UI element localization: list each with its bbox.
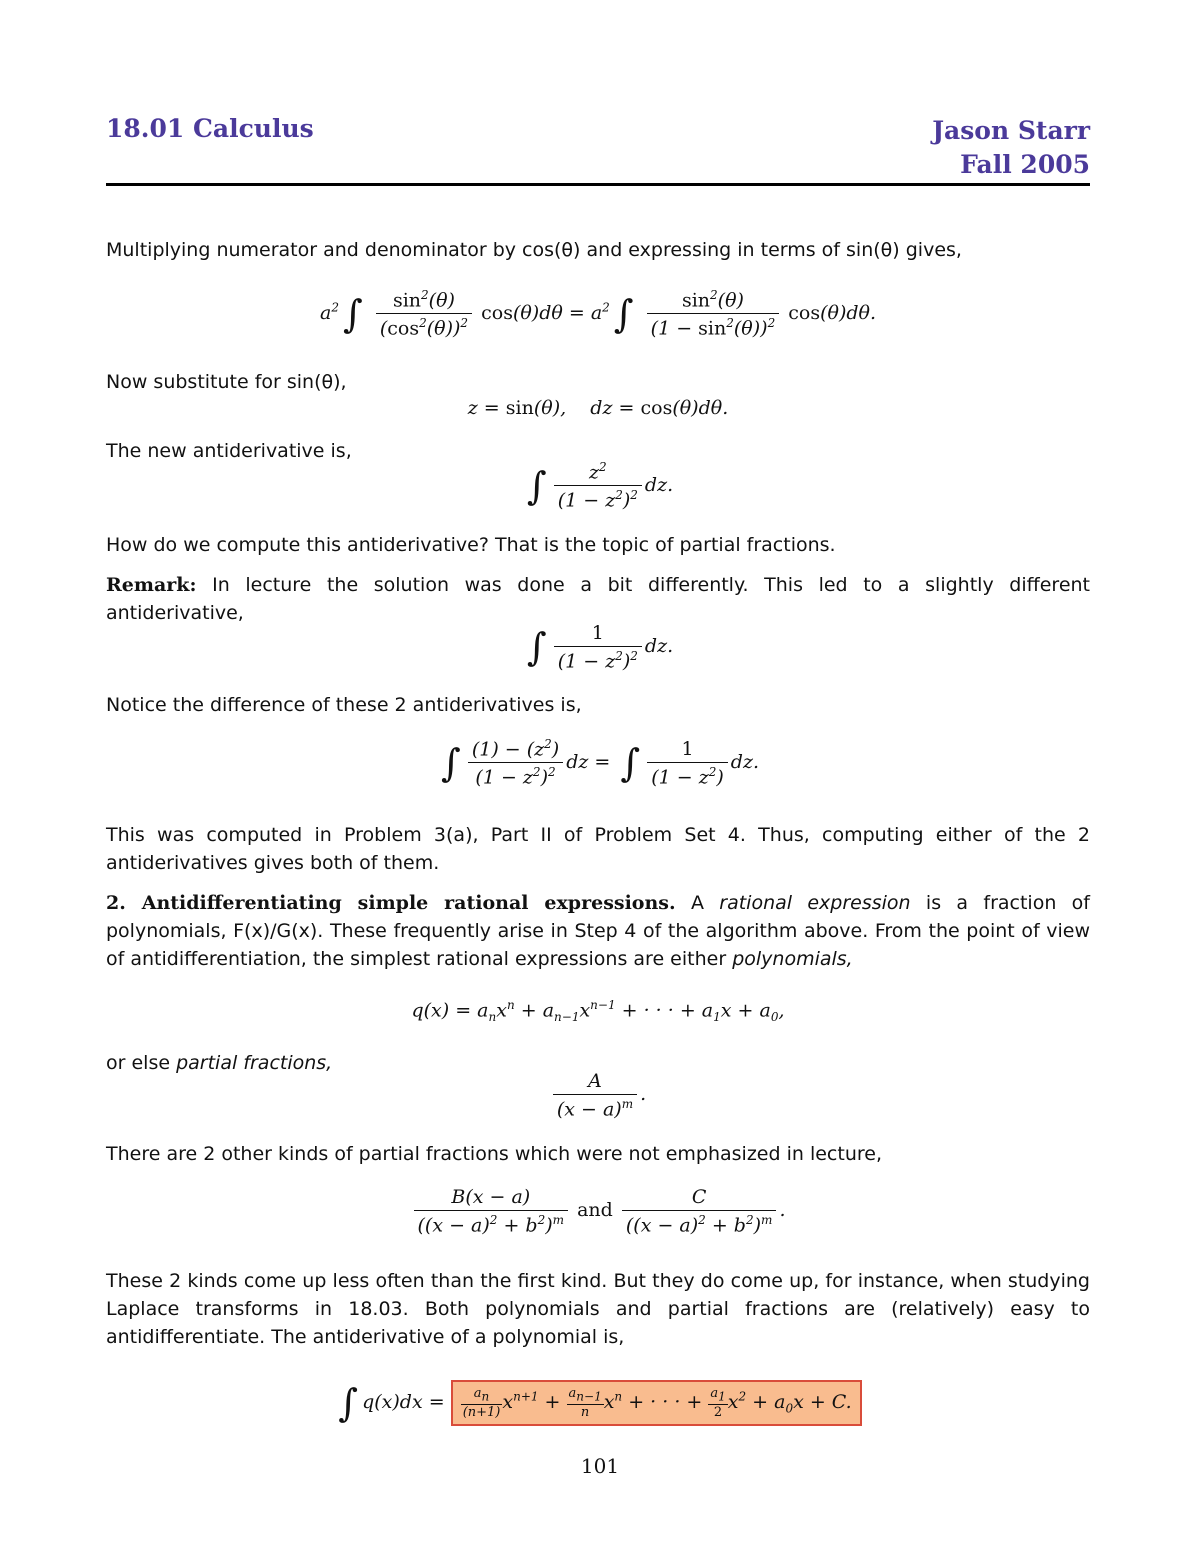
term: Fall 2005 bbox=[960, 150, 1090, 179]
paragraph-10: There are 2 other kinds of partial fractions which were not emphasized in lecture, bbox=[106, 1143, 882, 1165]
remark-paragraph bbox=[106, 571, 1090, 627]
page-number: 101 bbox=[580, 1454, 620, 1478]
p9-emphasis: partial fractions, bbox=[176, 1052, 333, 1074]
paragraph-3: The new antiderivative is, bbox=[106, 440, 352, 462]
equation-4: ∫ $\frac{1}{(1 - z^2)^2}$ dz. bbox=[526, 622, 674, 673]
author-block bbox=[932, 114, 1090, 182]
header-rule bbox=[106, 183, 1090, 186]
section-heading: 2. Antidifferentiating simple rational expressions. bbox=[106, 892, 676, 914]
equation-7: $\frac{A}{(x - a)^m}$ . bbox=[106, 1070, 1090, 1120]
remark-text: In lecture the solution was done a bit differently. This led to a slightly different antiderivative, bbox=[106, 574, 1091, 624]
equation-6: $q(x) = a_nx^n + a_{n-1}x^{n-1}$ + · · · + $a_1x + a_0$, bbox=[411, 998, 785, 1025]
paragraph-7: This was computed in Problem 3(a), Part II of Problem Set 4. Thus, computing either of the 2 antiderivatives gives both of them. bbox=[106, 824, 1090, 874]
equation-5: ∫ $\frac{(1) - (z^2)}{(1 - z^2)^2}$ dz = ∫ $\frac{1}{(1 - z^2)}$ dz. bbox=[441, 737, 759, 789]
equation-3: ∫ $\frac{z^2}{(1 - z^2)^2}$ dz. bbox=[526, 460, 674, 512]
equation-8: $\frac{B(x - a)}{((x - a)^2 + b^2)^m}$ and $\frac{C}{((x - a)^2 + b^2)^m}$ . bbox=[106, 1186, 1090, 1236]
highlighted-antiderivative: $\frac{a_n}{(n+1)}$ $x^{n+1}$ + $\frac{a_{n-1}}{n}$ $x^n$ + · · · + $\frac{a_1}{2}$ $x^2 + a_0x + C$. bbox=[451, 1380, 862, 1426]
paragraph-11: These 2 kinds come up less often than the first kind. But they do come up, for instance, when studying Laplace transforms in 18.03. Both polynomials and partial fractions are (relatively) easy to antidifferentiate. The antiderivative of a polynomial is, bbox=[106, 1270, 1090, 1348]
equation-9: ∫ q(x)dx = $\frac{a_n}{(n+1)}$ $x^{n+1}$ + $\frac{a_{n-1}}{n}$ $x^n$ + · · · + $\frac{a_1}{2}$ $x^2 + a_0x + C$. bbox=[106, 1380, 1090, 1426]
course-title: 18.01 Calculus bbox=[106, 114, 314, 143]
section-emphasis-2: polynomials, bbox=[732, 948, 853, 970]
section-paragraph bbox=[106, 889, 1090, 973]
paragraph-1: Multiplying numerator and denominator by cos(θ) and expressing in terms of sin(θ) gives, bbox=[106, 239, 962, 261]
paragraph-6: Notice the difference of these 2 antiderivatives is, bbox=[106, 694, 582, 716]
paragraph-4: How do we compute this antiderivative? That is the topic of partial fractions. bbox=[106, 534, 836, 556]
and-word: and bbox=[577, 1199, 613, 1222]
equation-2: z = sin(θ), dz = cos(θ)dθ. bbox=[467, 397, 729, 419]
p9-text: or else bbox=[106, 1052, 171, 1074]
paragraph-2: Now substitute for sin(θ), bbox=[106, 371, 347, 393]
remark-label: Remark: bbox=[106, 574, 197, 596]
author-name: Jason Starr bbox=[932, 116, 1090, 145]
section-emphasis: rational expression bbox=[719, 892, 911, 914]
equation-1: $a^2$ ∫ $\frac{\sin^2(\theta)}{(\cos^2(\theta))^2}$ $\cos(\theta)d\theta = a^2$ ∫ $\frac{\sin^2(\theta)}{(1 - \sin^2(\theta))^2}$ cos(θ)dθ. bbox=[320, 288, 876, 340]
section-text-a: A bbox=[690, 892, 704, 914]
section-text-b: is a fraction of polynomials, F(x)/G(x). These frequently arise in Step 4 of the algorithm above. From the point of view of antidifferentiation, the simplest rational expressions are either bbox=[106, 892, 1090, 970]
